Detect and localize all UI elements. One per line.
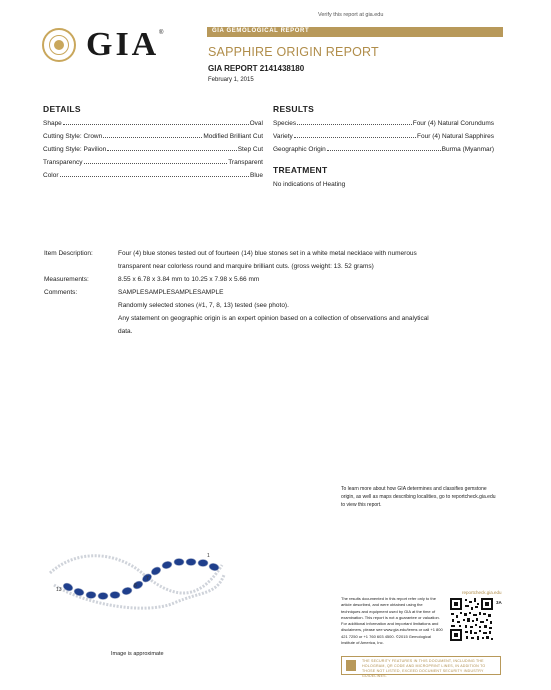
photo-caption: Image is approximate (111, 651, 164, 657)
result-row-variety (273, 130, 494, 140)
treatment-text: No indications of Heating (273, 181, 346, 188)
result-row-species (273, 117, 494, 127)
banner-text: GIA GEMOLOGICAL REPORT (212, 28, 310, 34)
comments-value (118, 286, 498, 338)
details-heading: DETAILS (43, 104, 81, 114)
result-label: Species (273, 120, 297, 127)
result-value: Four (4) Natural Corundums (412, 120, 494, 127)
comment-line: SAMPLESAMPLESAMPLESAMPLE (118, 289, 224, 296)
learn-more-text: To learn more about how GIA determines and classifies gemstone origin, as well as maps describing localities, go to reportcheck.gia.edu to view this report. (341, 486, 496, 508)
result-row-origin (273, 143, 494, 153)
results-heading: RESULTS (273, 104, 315, 114)
report-title: SAPPHIRE ORIGIN REPORT (208, 45, 379, 59)
stone-label: 1 (207, 553, 210, 559)
comments-label: Comments: (44, 289, 78, 296)
detail-value: Transparent (228, 159, 263, 166)
detail-value: Oval (249, 120, 263, 127)
detail-row-pavilion (43, 143, 263, 153)
result-value: Burma (Myanmar) (441, 146, 494, 153)
measurements-value: 8.55 x 6.78 x 3.84 mm to 10.25 x 7.98 x 5.66 mm (118, 276, 260, 283)
comment-line: data. (118, 328, 133, 335)
stone-label: 13 (56, 587, 62, 593)
measurements-label: Measurements: (44, 276, 89, 283)
detail-row-shape (43, 117, 263, 127)
detail-value: Modified Brilliant Cut (203, 133, 263, 140)
qr-number: 3A (496, 600, 502, 605)
detail-label: Cutting Style: Pavilion (43, 146, 107, 153)
result-value: Four (4) Natural Sapphires (417, 133, 494, 140)
verify-link[interactable]: Verify this report at gia.edu (318, 12, 384, 18)
detail-value: Step Cut (237, 146, 263, 153)
hologram-icon (346, 660, 356, 671)
reportcheck-link[interactable]: reportcheck.gia.edu (462, 590, 502, 595)
result-label: Variety (273, 133, 293, 140)
report-number: GIA REPORT 2141438180 (208, 64, 305, 73)
qr-code-icon[interactable] (449, 597, 494, 642)
item-description-line: transparent near colorless round and marquire brilliant cuts. (gross weight: 13. 52 grams) (118, 263, 374, 270)
treatment-heading: TREATMENT (273, 165, 328, 175)
necklace-photo (46, 545, 226, 635)
detail-label: Shape (43, 120, 62, 127)
security-notice (341, 656, 501, 678)
disclaimer-text: The results documented in this report refer only to the article described, and were obtained using the techniques and equipment used by GIA at the time of examination. This report is not a guarantee or valuation. For additional information and important limitations and disclaimers, please see www.gia.edu/terms or call +1 800 421 7250 or +1 760 603 4500. ©2015 Gemological Institute of America, Inc. (341, 596, 443, 646)
detail-label: Cutting Style: Crown (43, 133, 103, 140)
report-date: February 1, 2015 (208, 77, 254, 83)
item-description-label: Item Description: (44, 250, 93, 257)
security-text: THE SECURITY FEATURES IN THIS DOCUMENT, INCLUDING THE HOLOGRAM, QR CODE AND MICROPRINT LINES, IN ADDITION TO THOSE NOT LISTED, EXCEED DOCUMENT SECURITY INDUSTRY GUIDELINES. (362, 659, 486, 678)
result-label: Geographic Origin (273, 146, 326, 153)
detail-row-crown (43, 130, 263, 140)
gia-seal-icon (42, 28, 76, 62)
detail-row-transparency (43, 156, 263, 166)
stone-label: 7 (146, 576, 149, 582)
registered-mark: ® (159, 30, 164, 36)
detail-label: Color (43, 172, 59, 179)
comment-line: Any statement on geographic origin is an expert opinion based on a collection of observations and analytical (118, 315, 429, 322)
stone-label: 8 (134, 583, 137, 589)
comment-line: Randomly selected stones (#1, 7, 8, 13) tested (see photo). (118, 302, 289, 309)
gia-logo: GIA (86, 26, 160, 63)
report-banner (207, 27, 503, 37)
detail-label: Transparency (43, 159, 83, 166)
detail-row-color (43, 169, 263, 179)
item-description-value (118, 247, 498, 273)
item-description-line: Four (4) blue stones tested out of fourteen (14) blue stones set in a white metal necklace with numerous (118, 250, 417, 257)
detail-value: Blue (249, 172, 263, 179)
